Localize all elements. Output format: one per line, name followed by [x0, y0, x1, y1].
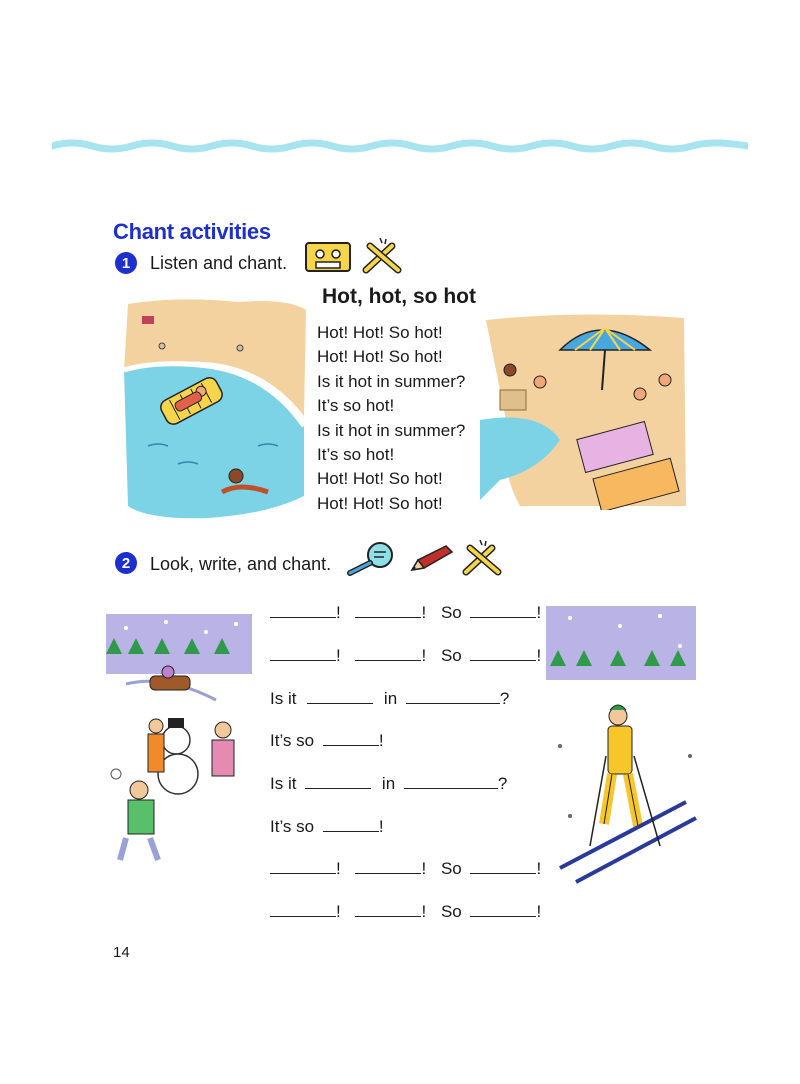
punctuation: !	[536, 646, 542, 665]
exercise-line-6	[270, 815, 384, 837]
answer-blank[interactable]	[305, 772, 371, 789]
answer-blank[interactable]	[355, 601, 421, 618]
word-so: So	[440, 859, 462, 878]
pencil-icon	[408, 542, 454, 574]
punctuation: !	[536, 603, 542, 622]
punctuation: ?	[499, 689, 510, 708]
activity-2-number: 2	[115, 552, 137, 574]
answer-blank[interactable]	[470, 601, 536, 618]
word-in: in	[381, 774, 396, 793]
punctuation: !	[421, 902, 427, 921]
chant-title: Hot, hot, so hot	[322, 285, 476, 308]
header-divider	[52, 136, 748, 156]
activity-1-number: 1	[115, 252, 137, 274]
punctuation: !	[421, 603, 427, 622]
punctuation: !	[421, 646, 427, 665]
answer-blank[interactable]	[355, 857, 421, 874]
exercise-line-1	[270, 601, 541, 623]
exercise-line-5	[270, 772, 507, 794]
chant-line: It’s so hot!	[317, 396, 395, 416]
punctuation: !	[336, 646, 341, 665]
answer-blank[interactable]	[470, 900, 536, 917]
answer-blank[interactable]	[270, 601, 336, 618]
exercise-line-7	[270, 857, 541, 879]
punctuation: !	[378, 817, 384, 836]
answer-blank[interactable]	[355, 644, 421, 661]
phrase-is-it: Is it	[270, 774, 297, 793]
answer-blank[interactable]	[307, 687, 373, 704]
section-title: Chant activities	[113, 219, 271, 244]
punctuation: !	[336, 603, 341, 622]
winter-skier-illustration	[540, 606, 702, 888]
answer-blank[interactable]	[470, 857, 536, 874]
punctuation: !	[536, 902, 542, 921]
punctuation: !	[336, 859, 341, 878]
chant-line: It’s so hot!	[317, 445, 395, 465]
answer-blank[interactable]	[323, 729, 379, 746]
word-so: So	[440, 646, 462, 665]
chant-sticks-icon	[360, 236, 404, 274]
punctuation: ?	[497, 774, 508, 793]
exercise-line-4	[270, 729, 384, 751]
chant-sticks-icon	[460, 538, 504, 576]
word-in: in	[383, 689, 398, 708]
winter-snowman-illustration	[106, 614, 252, 868]
punctuation: !	[536, 859, 542, 878]
chant-line: Hot! Hot! So hot!	[317, 347, 443, 367]
answer-blank[interactable]	[323, 815, 379, 832]
phrase-its-so: It’s so	[270, 731, 315, 750]
activity-2-instruction: Look, write, and chant.	[150, 554, 332, 574]
answer-blank[interactable]	[406, 687, 500, 704]
answer-blank[interactable]	[270, 900, 336, 917]
chant-text	[317, 321, 465, 516]
punctuation: !	[421, 859, 427, 878]
punctuation: !	[378, 731, 384, 750]
exercise-line-8	[270, 900, 541, 922]
answer-blank[interactable]	[355, 900, 421, 917]
magnifier-icon	[346, 540, 398, 576]
word-so: So	[440, 902, 462, 921]
beach-umbrella-illustration	[480, 310, 690, 510]
activity-1-instruction: Listen and chant.	[150, 253, 288, 273]
page-number: 14	[113, 944, 130, 961]
answer-blank[interactable]	[470, 644, 536, 661]
word-so: So	[440, 603, 462, 622]
exercise-line-2	[270, 644, 541, 666]
answer-blank[interactable]	[404, 772, 498, 789]
phrase-is-it: Is it	[270, 689, 297, 708]
answer-blank[interactable]	[270, 857, 336, 874]
phrase-its-so: It’s so	[270, 817, 315, 836]
cassette-icon	[305, 242, 351, 272]
chant-line: Hot! Hot! So hot!	[317, 469, 443, 489]
exercise-line-3	[270, 687, 509, 709]
chant-line: Hot! Hot! So hot!	[317, 323, 443, 342]
punctuation: !	[336, 902, 341, 921]
beach-swimming-illustration	[118, 296, 310, 522]
chant-line: Hot! Hot! So hot!	[317, 493, 443, 513]
answer-blank[interactable]	[270, 644, 336, 661]
chant-line: Is it hot in summer?	[317, 420, 466, 440]
chant-line: Is it hot in summer?	[317, 371, 466, 391]
